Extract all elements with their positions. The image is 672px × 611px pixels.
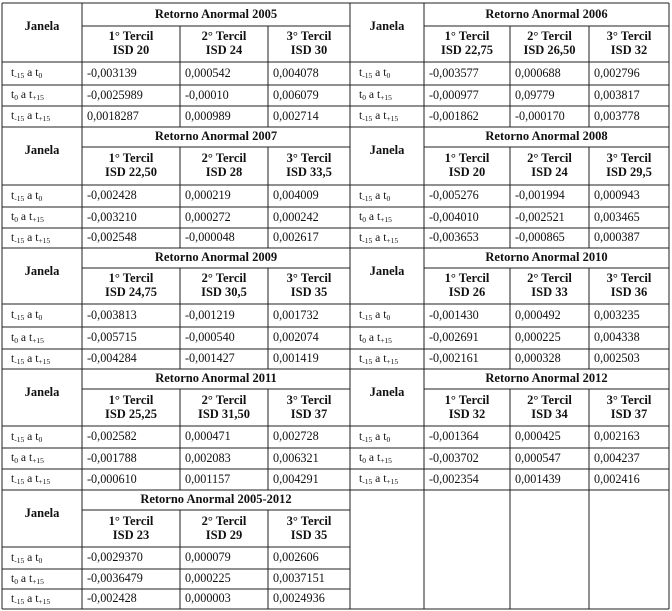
- table-title: Retorno Anormal 2005: [154, 6, 278, 21]
- window-label: [2, 448, 82, 469]
- tercil-label: 1° Tercil: [108, 392, 154, 407]
- window-label-text: $t_0$ a $t_{+15}$: [359, 330, 392, 345]
- subscript: +15: [386, 356, 399, 366]
- table-cell: -0,0029370: [87, 550, 143, 565]
- table-cell: -0,001788: [87, 450, 137, 465]
- subscript: -15: [362, 477, 373, 487]
- window-label: [350, 185, 424, 207]
- tercil-header: [589, 389, 669, 426]
- table-cell: -0,002548: [87, 230, 137, 245]
- table-cell: 0,09779: [515, 87, 555, 102]
- window-label: [350, 448, 424, 469]
- window-label: [350, 327, 424, 349]
- tercil-header: [424, 26, 510, 62]
- table-cell: 0,002083: [185, 450, 231, 465]
- window-label-text: $t_{-15}$ a $t_0$: [359, 188, 391, 203]
- tercil-label: 1° Tercil: [108, 151, 154, 166]
- tercil-header: [82, 389, 180, 426]
- subscript: -15: [362, 356, 373, 366]
- table-cell: 0,000943: [594, 188, 640, 203]
- tercil-header: [82, 510, 180, 547]
- tercil-header: [268, 147, 350, 185]
- table-cell: -0,000540: [185, 330, 235, 345]
- subscript: 0: [14, 576, 18, 586]
- table-cell: -0,001994: [515, 188, 565, 203]
- subscript: -15: [14, 235, 25, 245]
- tercil-label: 2° Tercil: [201, 513, 247, 528]
- table-cell: -0,004284: [87, 351, 137, 366]
- window-label-text: $t_{-15}$ a $t_0$: [11, 429, 43, 444]
- window-label: [350, 207, 424, 228]
- isd-label: ISD 24: [531, 165, 568, 179]
- tercil-label: 1° Tercil: [444, 151, 490, 166]
- tercil-label: 3° Tercil: [286, 513, 332, 528]
- subscript: 0: [14, 456, 18, 466]
- window-label-text: $t_{-15}$ a $t_{+15}$: [359, 109, 399, 124]
- tercil-label: 3° Tercil: [286, 392, 332, 407]
- subscript: -15: [14, 193, 25, 203]
- table-cell: 0,000225: [515, 330, 561, 345]
- table-cell: 0,001157: [185, 471, 231, 486]
- window-label: [2, 426, 82, 448]
- isd-label: ISD 34: [531, 406, 568, 421]
- janela-header: Janela: [24, 264, 60, 278]
- table-cell: 0,006321: [273, 450, 319, 465]
- window-label-text: $t_0$ a $t_{+15}$: [11, 571, 44, 586]
- subscript: +15: [380, 335, 392, 345]
- tercil-header: [180, 389, 268, 426]
- subscript: -15: [14, 114, 25, 124]
- subscript: +15: [32, 215, 44, 225]
- isd-label: ISD 35: [290, 527, 328, 542]
- window-label-text: $t_{-15}$ a $t_{+15}$: [11, 109, 51, 124]
- subscript: +15: [386, 235, 399, 245]
- table-cell: -0,001364: [429, 429, 479, 444]
- tercil-label: 3° Tercil: [606, 29, 652, 44]
- table-cell: -0,000977: [429, 87, 479, 102]
- isd-label: ISD 32: [610, 43, 648, 57]
- isd-label: ISD 36: [610, 285, 648, 299]
- table-cell: -0,001427: [185, 351, 235, 366]
- janela-header: Janela: [24, 506, 60, 520]
- tercil-header: [82, 26, 180, 62]
- subscript: +15: [38, 114, 51, 124]
- table-cell: 0,002796: [594, 65, 640, 80]
- isd-label: ISD 33: [531, 285, 568, 299]
- janela-header: Janela: [369, 19, 405, 33]
- table-cell: -0,002691: [429, 330, 479, 345]
- table-cell: -0,002428: [87, 591, 137, 606]
- table-cell: 0,004291: [273, 471, 319, 486]
- window-label-text: $t_{-15}$ a $t_0$: [359, 429, 391, 444]
- tercil-label: 2° Tercil: [201, 271, 247, 286]
- isd-label: ISD 24,75: [104, 285, 158, 299]
- table-cell: 0,003465: [594, 209, 640, 224]
- table-title: Retorno Anormal 2011: [155, 371, 277, 386]
- window-label-text: $t_0$ a $t_{+15}$: [11, 88, 44, 103]
- subscript: 0: [38, 555, 43, 565]
- table-cell: -0,005276: [429, 188, 479, 203]
- table-cell: 0,000688: [515, 65, 561, 80]
- subscript: 0: [386, 434, 391, 444]
- table-cell: -0,003653: [429, 230, 479, 245]
- subscript: +15: [38, 596, 51, 606]
- window-label: [2, 569, 82, 589]
- window-label-text: $t_{-15}$ a $t_0$: [11, 308, 43, 323]
- subscript: +15: [32, 335, 44, 345]
- table-cell: 0,001732: [273, 307, 319, 322]
- tercil-label: 2° Tercil: [201, 392, 247, 407]
- table-cell: 0,004237: [594, 450, 640, 465]
- table-cell: -0,002161: [429, 351, 479, 366]
- subscript: 0: [386, 71, 391, 81]
- table-title: Retorno Anormal 2007: [154, 129, 278, 144]
- tercil-header: [510, 268, 589, 304]
- table-title: Retorno Anormal 2010: [485, 250, 608, 265]
- tercil-header: [180, 268, 268, 304]
- window-label: [350, 62, 424, 85]
- window-label: [350, 349, 424, 369]
- table-cell: -0,0025989: [87, 87, 143, 102]
- subscript: -15: [362, 193, 373, 203]
- table-cell: 0,000492: [515, 307, 561, 322]
- subscript: -15: [362, 313, 373, 323]
- table-cell: 0,002617: [273, 230, 319, 245]
- subscript: 0: [386, 193, 391, 203]
- table-cell: -0,001862: [429, 108, 479, 123]
- tercil-label: 1° Tercil: [108, 513, 154, 528]
- window-label-text: $t_0$ a $t_{+15}$: [359, 451, 392, 466]
- table-cell: -0,002521: [515, 209, 565, 224]
- window-label: [2, 589, 82, 609]
- subscript: -15: [14, 555, 25, 565]
- table-cell: 0,002074: [273, 330, 319, 345]
- table-title: Retorno Anormal 2005-2012: [140, 492, 292, 507]
- tercil-label: 2° Tercil: [201, 29, 247, 44]
- tercil-header: [589, 147, 669, 185]
- table-cell: 0,006079: [273, 87, 319, 102]
- janela-header: Janela: [24, 19, 60, 33]
- table-cell: -0,000170: [515, 108, 565, 123]
- table-cell: 0,0024936: [273, 591, 325, 606]
- table-cell: 0,004078: [273, 65, 319, 80]
- table-cell: 0,000547: [515, 450, 561, 465]
- window-label: [350, 228, 424, 248]
- subscript: 0: [38, 193, 43, 203]
- window-label-text: $t_0$ a $t_{+15}$: [11, 330, 44, 345]
- window-label: [2, 304, 82, 327]
- tercil-label: 2° Tercil: [527, 392, 572, 407]
- tercil-header: [510, 389, 589, 426]
- tercil-header: [180, 147, 268, 185]
- table-cell: -0,000865: [515, 230, 565, 245]
- tercil-header: [180, 26, 268, 62]
- isd-label: ISD 33,5: [286, 165, 332, 179]
- window-label: [2, 469, 82, 490]
- table-cell: 0,002416: [594, 471, 640, 486]
- isd-label: ISD 25,25: [104, 406, 158, 421]
- subscript: 0: [362, 456, 366, 466]
- tercil-header: [268, 389, 350, 426]
- tercil-header: [268, 26, 350, 62]
- table-cell: -0,002428: [87, 188, 137, 203]
- subscript: +15: [380, 93, 392, 103]
- table-cell: 0,004009: [273, 188, 319, 203]
- isd-label: ISD 26: [448, 285, 486, 299]
- table-cell: 0,002728: [273, 429, 319, 444]
- table-cell: 0,001439: [515, 471, 561, 486]
- table-cell: -0,003813: [87, 307, 137, 322]
- isd-label: ISD 26,50: [523, 43, 576, 57]
- subscript: 0: [386, 313, 391, 323]
- window-label: [2, 62, 82, 85]
- window-label-text: $t_{-15}$ a $t_{+15}$: [11, 351, 51, 366]
- janela-header: Janela: [24, 143, 60, 157]
- tercil-header: [424, 268, 510, 304]
- subscript: +15: [38, 356, 51, 366]
- table-cell: 0,000219: [185, 188, 231, 203]
- subscript: +15: [32, 93, 44, 103]
- tercil-header: [180, 510, 268, 547]
- janela-header: Janela: [369, 143, 405, 157]
- subscript: -15: [14, 356, 25, 366]
- isd-label: ISD 28: [205, 165, 243, 179]
- isd-label: ISD 30: [290, 43, 328, 57]
- window-label-text: $t_0$ a $t_{+15}$: [359, 210, 392, 225]
- table-cell: 0,003817: [594, 87, 640, 102]
- table-cell: -0,003139: [87, 65, 137, 80]
- window-label: [350, 106, 424, 127]
- tercil-label: 1° Tercil: [108, 271, 154, 286]
- table-title: Retorno Anormal 2012: [485, 371, 608, 386]
- subscript: 0: [362, 93, 366, 103]
- table-cell: 0,000272: [185, 209, 231, 224]
- tercil-label: 1° Tercil: [444, 271, 490, 286]
- window-label: [350, 426, 424, 448]
- window-label: [2, 327, 82, 349]
- subscript: 0: [362, 215, 366, 225]
- table-cell: 0,002606: [273, 550, 319, 565]
- subscript: -15: [14, 477, 25, 487]
- isd-label: ISD 35: [290, 285, 328, 299]
- janela-header: Janela: [369, 264, 405, 278]
- tercil-header: [589, 268, 669, 304]
- tercil-label: 3° Tercil: [606, 151, 652, 166]
- tercil-header: [589, 26, 669, 62]
- subscript: +15: [32, 576, 44, 586]
- table-cell: -0,001430: [429, 307, 479, 322]
- subscript: 0: [14, 215, 18, 225]
- table-cell: -0,003702: [429, 450, 479, 465]
- subscript: -15: [362, 71, 373, 81]
- tercil-label: 1° Tercil: [108, 29, 154, 44]
- tercil-header: [510, 147, 589, 185]
- table-cell: 0,000079: [185, 550, 231, 565]
- janela-header: Janela: [369, 385, 405, 399]
- subscript: -15: [14, 313, 25, 323]
- tercil-header: [268, 268, 350, 304]
- window-label-text: $t_{-15}$ a $t_{+15}$: [11, 472, 51, 487]
- subscript: 0: [38, 71, 43, 81]
- subscript: -15: [362, 235, 373, 245]
- table-cell: 0,002163: [594, 429, 640, 444]
- window-label-text: $t_{-15}$ a $t_{+15}$: [11, 230, 51, 245]
- subscript: +15: [380, 456, 392, 466]
- window-label-text: $t_{-15}$ a $t_0$: [11, 550, 43, 565]
- tercil-label: 2° Tercil: [527, 151, 572, 166]
- isd-label: ISD 24: [205, 43, 243, 57]
- table-cell: 0,0037151: [273, 571, 325, 586]
- table-cell: 0,000471: [185, 429, 231, 444]
- isd-label: ISD 30,5: [201, 285, 247, 299]
- isd-label: ISD 31,50: [197, 406, 251, 421]
- table-cell: -0,003577: [429, 65, 479, 80]
- tercil-label: 1° Tercil: [444, 29, 490, 44]
- table-cell: 0,000425: [515, 429, 561, 444]
- isd-label: ISD 23: [112, 527, 150, 542]
- tercil-label: 3° Tercil: [606, 271, 652, 286]
- subscript: 0: [14, 335, 18, 345]
- window-label: [2, 85, 82, 106]
- tercil-label: 3° Tercil: [286, 271, 332, 286]
- tercil-header: [424, 389, 510, 426]
- subscript: +15: [380, 215, 392, 225]
- table-cell: -0,000610: [87, 471, 137, 486]
- tercil-header: [510, 26, 589, 62]
- table-title: Retorno Anormal 2009: [154, 250, 278, 265]
- isd-label: ISD 37: [290, 406, 328, 421]
- isd-label: ISD 32: [448, 406, 486, 421]
- table-cell: 0,000003: [185, 591, 231, 606]
- table-cell: -0,002354: [429, 471, 479, 486]
- subscript: +15: [38, 477, 51, 487]
- table-cell: 0,000328: [515, 351, 561, 366]
- table-cell: -0,004010: [429, 209, 479, 224]
- window-label: [2, 207, 82, 228]
- window-label: [2, 547, 82, 569]
- table-cell: 0,004338: [594, 330, 640, 345]
- table-cell: 0,000225: [185, 571, 231, 586]
- window-label: [2, 228, 82, 248]
- window-label-text: $t_0$ a $t_{+15}$: [359, 88, 392, 103]
- table-cell: -0,002582: [87, 429, 137, 444]
- table-cell: 0,000387: [594, 230, 640, 245]
- table-cell: -0,000048: [185, 230, 235, 245]
- isd-label: ISD 22,75: [440, 43, 494, 57]
- isd-label: ISD 20: [448, 165, 486, 179]
- table-cell: 0,0018287: [87, 108, 139, 123]
- window-label-text: $t_{-15}$ a $t_0$: [359, 66, 391, 81]
- window-label-text: $t_{-15}$ a $t_0$: [359, 308, 391, 323]
- table-cell: 0,002503: [594, 351, 640, 366]
- tercil-label: 3° Tercil: [606, 392, 652, 407]
- isd-label: ISD 29,5: [606, 165, 652, 179]
- tercil-label: 2° Tercil: [527, 271, 572, 286]
- subscript: -15: [14, 434, 25, 444]
- subscript: +15: [386, 114, 399, 124]
- tercil-label: 3° Tercil: [286, 151, 332, 166]
- table-cell: 0,003235: [594, 307, 640, 322]
- window-label-text: $t_{-15}$ a $t_{+15}$: [11, 591, 51, 606]
- window-label-text: $t_{-15}$ a $t_{+15}$: [359, 472, 399, 487]
- subscript: -15: [14, 596, 25, 606]
- table-cell: -0,001219: [185, 307, 235, 322]
- isd-label: ISD 20: [112, 43, 150, 57]
- table-title: Retorno Anormal 2006: [485, 6, 608, 21]
- subscript: 0: [38, 313, 43, 323]
- tercil-header: [82, 268, 180, 304]
- window-label-text: $t_0$ a $t_{+15}$: [11, 451, 44, 466]
- table-cell: -0,0036479: [87, 571, 143, 586]
- window-label-text: $t_{-15}$ a $t_0$: [11, 188, 43, 203]
- tercil-label: 1° Tercil: [444, 392, 490, 407]
- window-label: [350, 469, 424, 490]
- window-label-text: $t_{-15}$ a $t_0$: [11, 66, 43, 81]
- subscript: -15: [14, 71, 25, 81]
- table-cell: 0,000989: [185, 108, 231, 123]
- window-label: [350, 304, 424, 327]
- subscript: -15: [362, 114, 373, 124]
- isd-label: ISD 29: [205, 527, 243, 542]
- window-label-text: $t_{-15}$ a $t_{+15}$: [359, 230, 399, 245]
- table-title: Retorno Anormal 2008: [485, 129, 608, 144]
- window-label-text: $t_{-15}$ a $t_{+15}$: [359, 351, 399, 366]
- subscript: 0: [14, 93, 18, 103]
- subscript: 0: [362, 335, 366, 345]
- tercil-label: 2° Tercil: [201, 151, 247, 166]
- subscript: +15: [32, 456, 44, 466]
- tercil-header: [424, 147, 510, 185]
- table-cell: 0,000242: [273, 209, 319, 224]
- isd-label: ISD 22,50: [104, 165, 158, 179]
- window-label: [350, 85, 424, 106]
- subscript: 0: [38, 434, 43, 444]
- table-cell: -0,005715: [87, 330, 137, 345]
- table-cell: 0,000542: [185, 65, 231, 80]
- tercil-label: 3° Tercil: [286, 29, 332, 44]
- table-cell: 0,002714: [273, 108, 319, 123]
- subscript: -15: [362, 434, 373, 444]
- window-label-text: $t_0$ a $t_{+15}$: [11, 210, 44, 225]
- subscript: +15: [38, 235, 51, 245]
- tercil-header: [82, 147, 180, 185]
- isd-label: ISD 37: [610, 406, 648, 421]
- tercil-header: [268, 510, 350, 547]
- table-cell: 0,001419: [273, 351, 319, 366]
- window-label: [2, 185, 82, 207]
- tercil-label: 2° Tercil: [527, 29, 572, 44]
- window-label: [2, 106, 82, 127]
- table-cell: -0,003210: [87, 209, 137, 224]
- janela-header: Janela: [24, 385, 60, 399]
- table-cell: -0,00010: [185, 87, 229, 102]
- table-cell: 0,003778: [594, 108, 640, 123]
- subscript: +15: [386, 477, 399, 487]
- window-label: [2, 349, 82, 369]
